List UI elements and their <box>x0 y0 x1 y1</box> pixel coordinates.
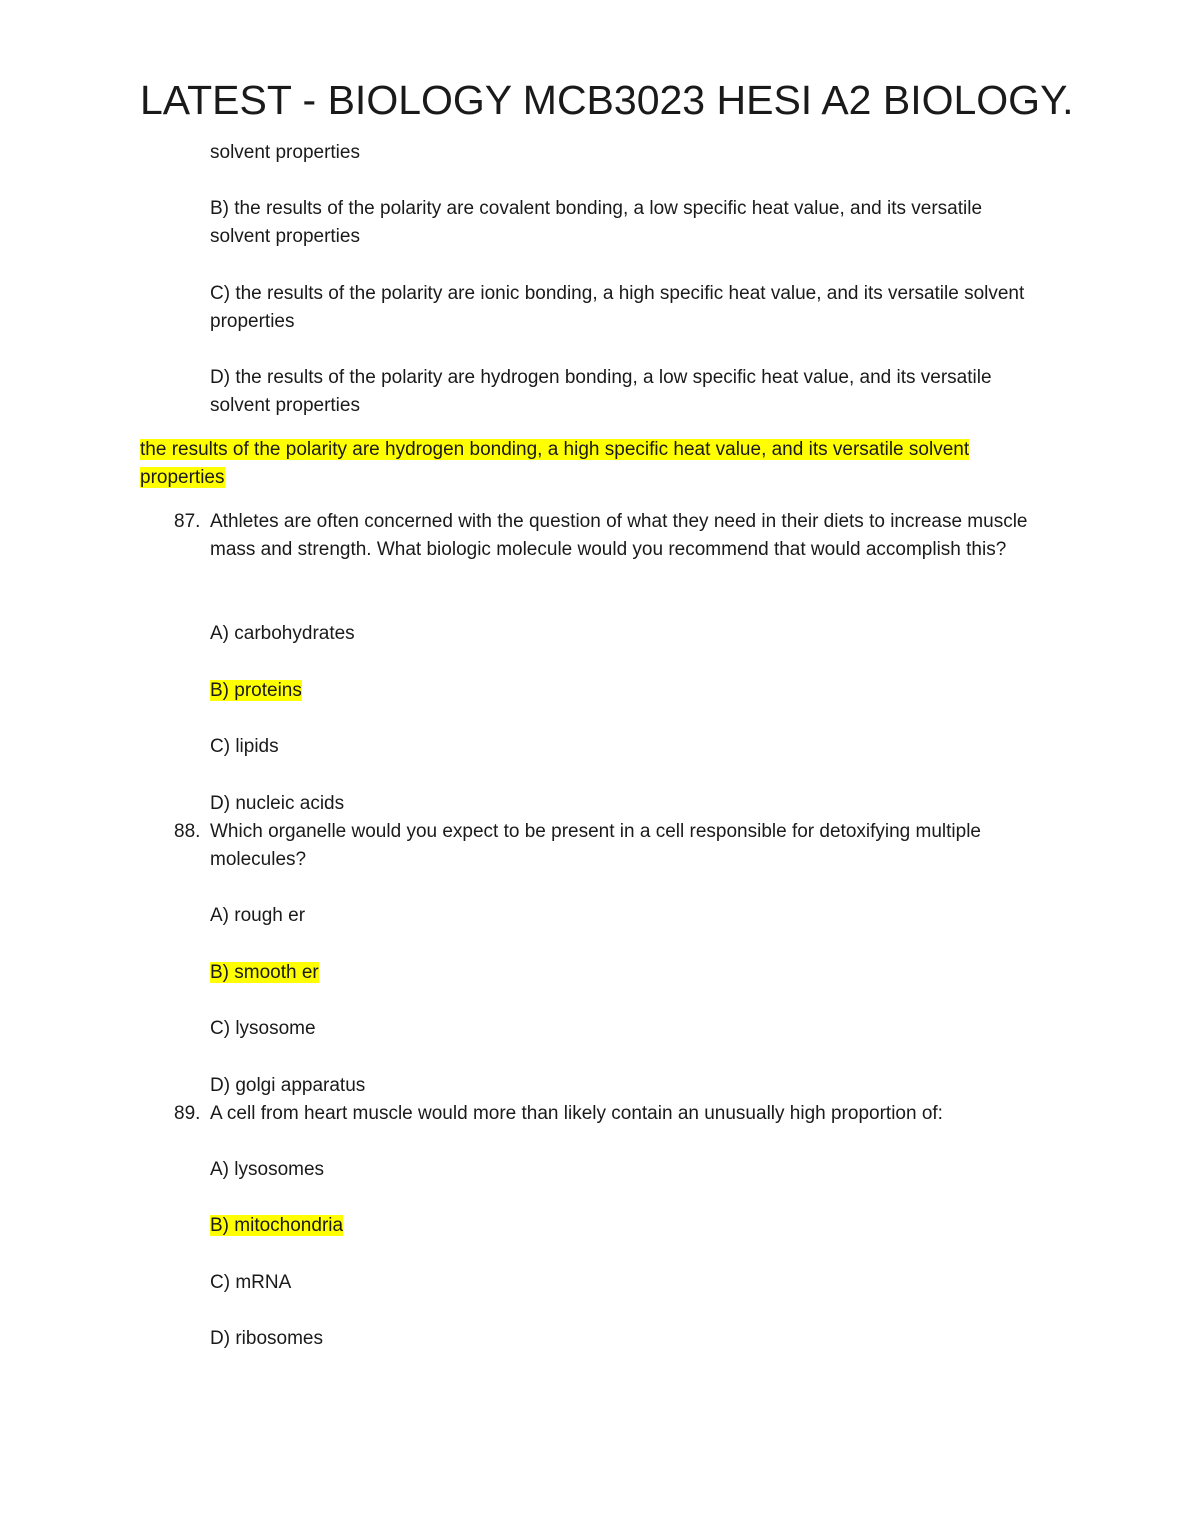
option-a: A) rough er <box>210 905 306 926</box>
question-text: A cell from heart muscle would more than likely contain an unusually high proportion of: <box>210 1103 943 1124</box>
question-number: 87. <box>174 511 201 532</box>
answer-highlight: B) mitochondria <box>210 1215 344 1236</box>
prev-option-b: B) the results of the polarity are covalent bonding, a low specific heat value, and its versatile solvent properties <box>210 198 983 247</box>
prev-answer <box>140 436 1020 492</box>
option-a: A) lysosomes <box>210 1159 325 1180</box>
question-text: Which organelle would you expect to be present in a cell responsible for detoxifying multiple molecules? <box>210 821 981 870</box>
question-number: 89. <box>174 1103 201 1124</box>
prev-option-a-tail: solvent properties <box>210 142 360 163</box>
option-d: D) golgi apparatus <box>210 1075 366 1096</box>
answer-highlight: B) smooth er <box>210 962 319 983</box>
option-b-correct <box>210 1212 1040 1240</box>
question-text: Athletes are often concerned with the question of what they need in their diets to increase muscle mass and strength. What biologic molecule would you recommend that would accomplish this? <box>210 511 1028 560</box>
prev-option-d: D) the results of the polarity are hydrogen bonding, a low specific heat value, and its versatile solvent properties <box>210 367 992 416</box>
option-d: D) nucleic acids <box>210 793 345 814</box>
question-number: 88. <box>174 821 201 842</box>
answer-highlight: the results of the polarity are hydrogen bonding, a high specific heat value, and its versatile solvent properties <box>140 439 970 488</box>
option-c: C) lipids <box>210 736 279 757</box>
option-b-correct <box>210 677 1040 705</box>
answer-highlight: B) proteins <box>210 680 302 701</box>
option-c: C) mRNA <box>210 1272 292 1293</box>
option-b-correct <box>210 959 1040 987</box>
option-a: A) carbohydrates <box>210 623 355 644</box>
option-c: C) lysosome <box>210 1018 316 1039</box>
prev-option-c: C) the results of the polarity are ionic bonding, a high specific heat value, and its versatile solvent properties <box>210 283 1025 332</box>
page-title: LATEST - BIOLOGY MCB3023 HESI A2 BIOLOGY. <box>140 77 1074 123</box>
option-d: D) ribosomes <box>210 1328 323 1349</box>
